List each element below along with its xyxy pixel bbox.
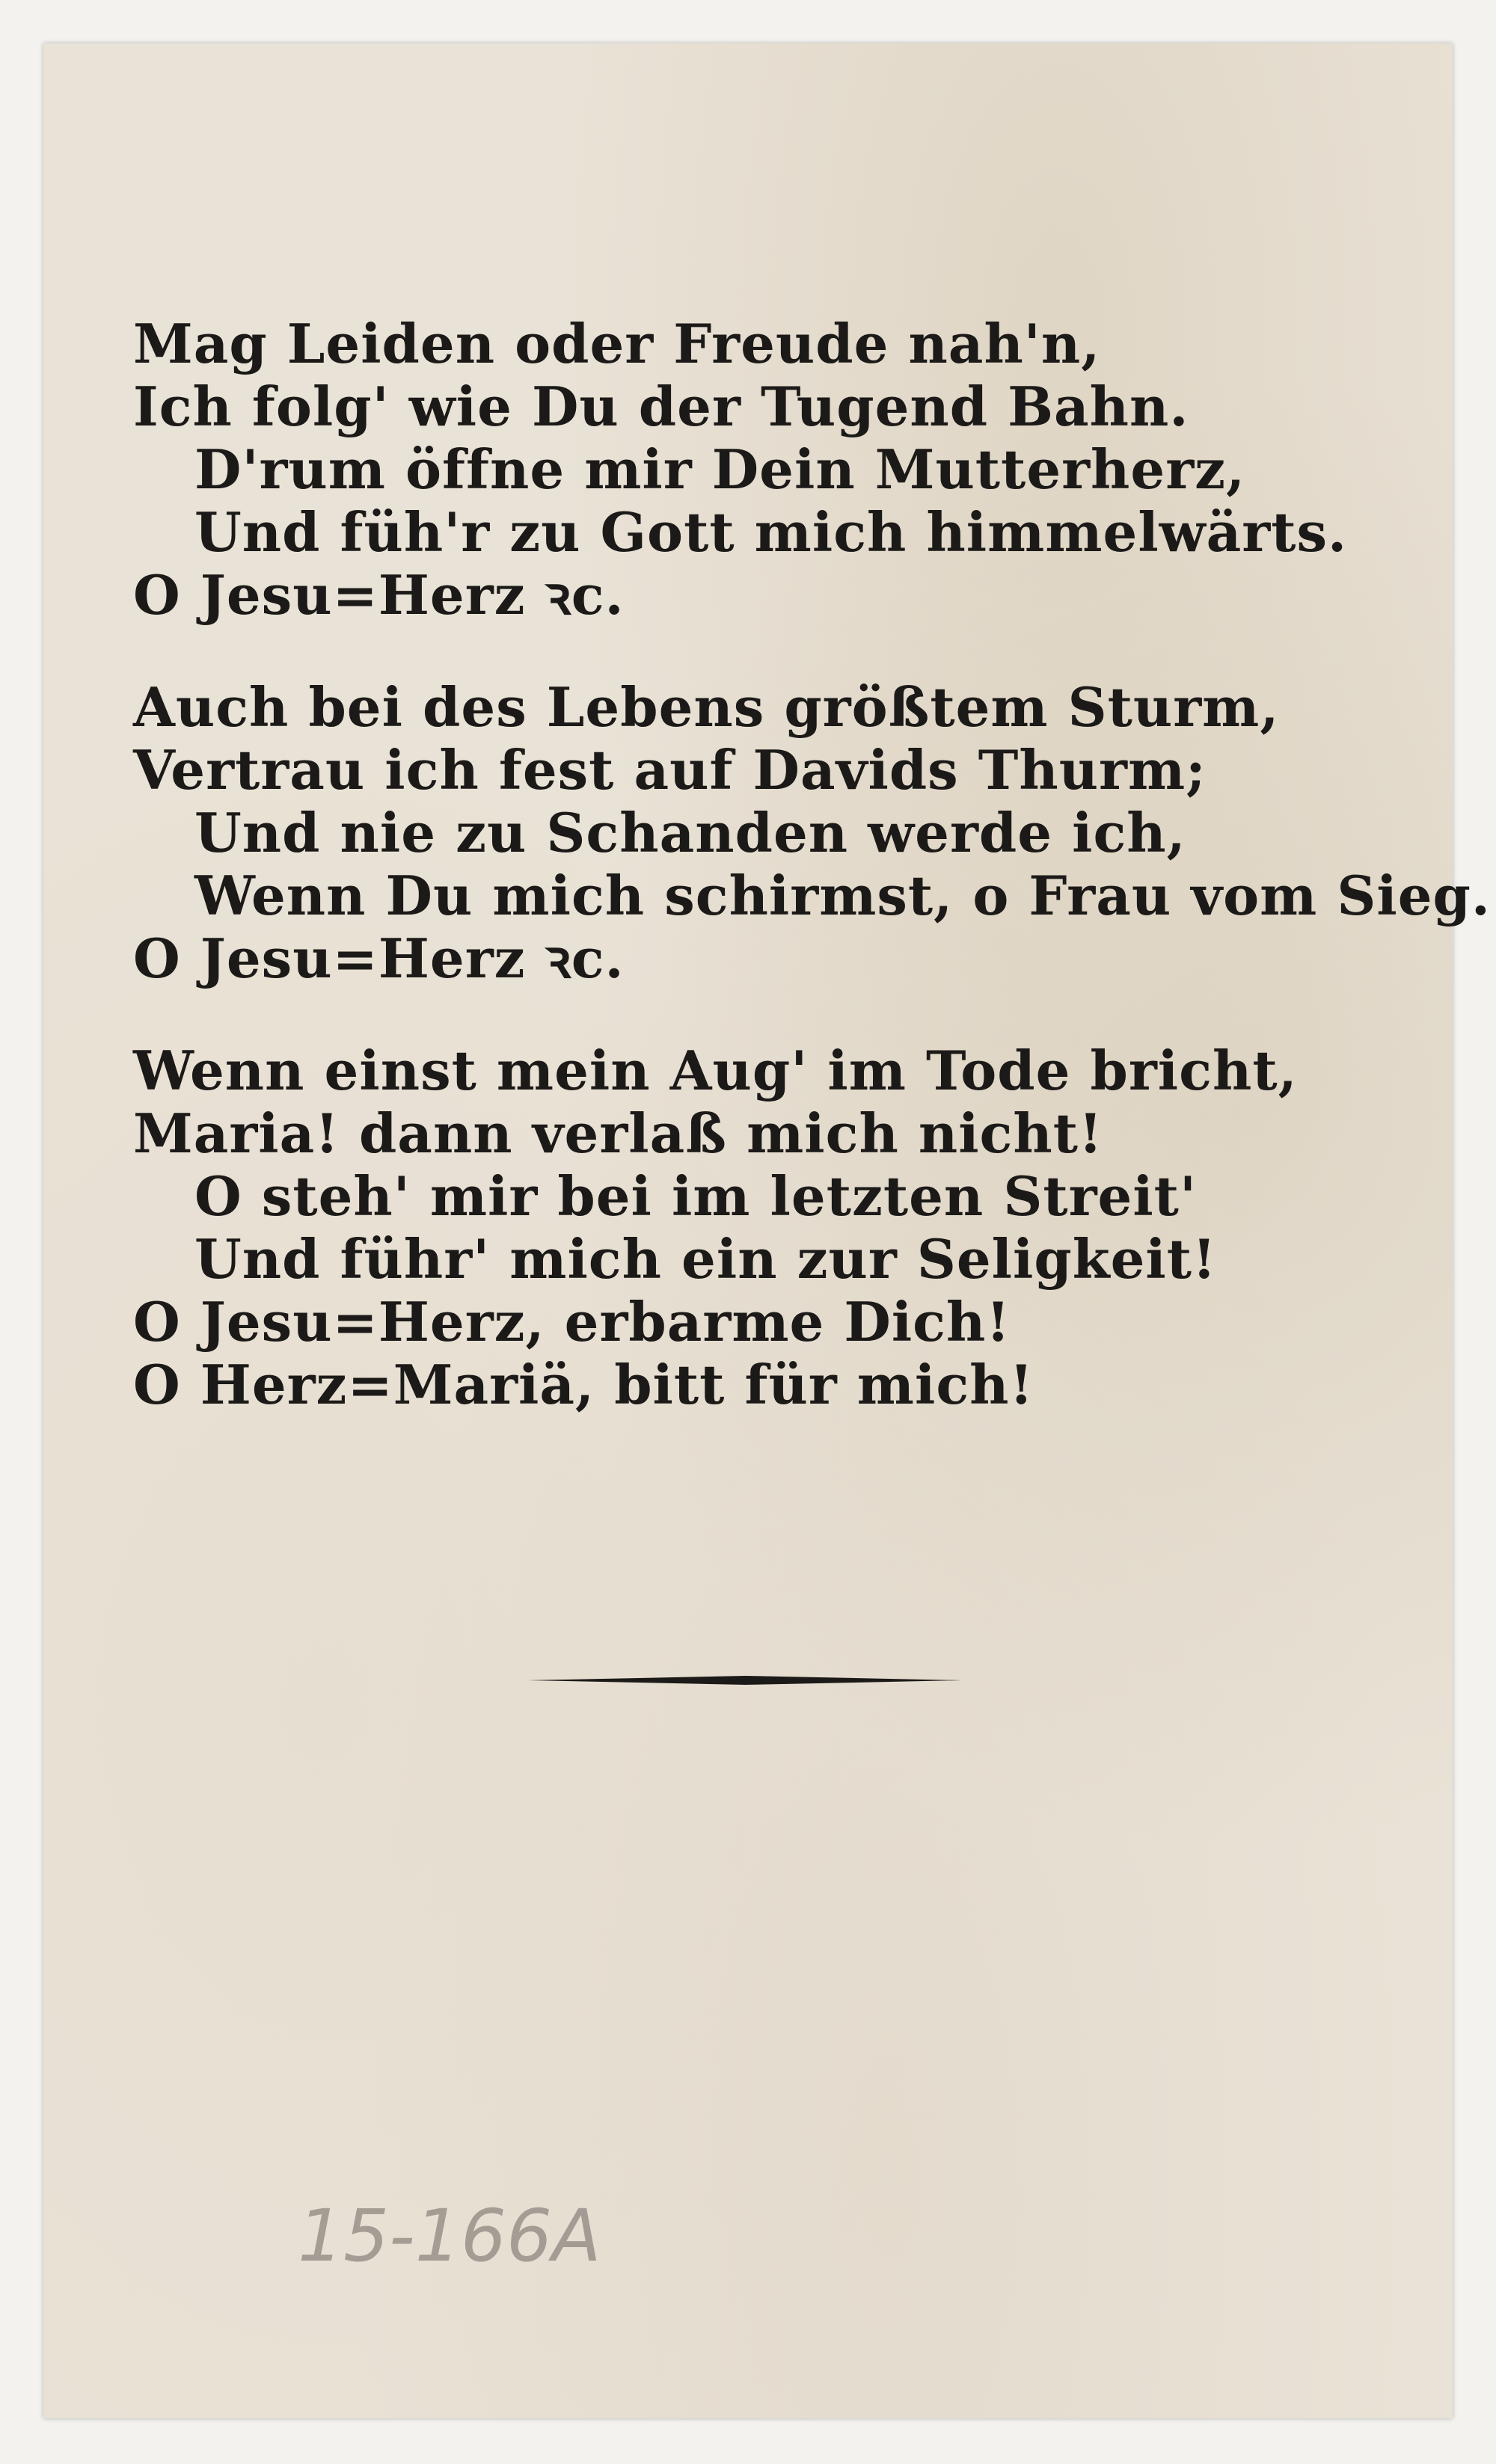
poem-line: O Herz=Mariä, bitt für mich! (133, 1353, 1034, 1416)
poem-line: Mag Leiden oder Freude nah'n, (133, 312, 1101, 375)
poem-text (133, 312, 1491, 1416)
poem-line: Ich folg' wie Du der Tugend Bahn. (133, 375, 1189, 438)
poem-line: O Jesu=Herz ꝛc. (133, 927, 625, 990)
pencil-text: 15-166A (298, 2194, 601, 2278)
poem-line: Und füh'r zu Gott mich himmelwärts. (194, 500, 1348, 564)
stanza-gap (133, 990, 1450, 1039)
poem-line: Vertrau ich fest auf Davids Thurm; (133, 738, 1207, 802)
poem-line: Wenn Du mich schirmst, o Frau vom Sieg. (194, 864, 1491, 927)
poem-line: Auch bei des Lebens größtem Sturm, (133, 675, 1280, 739)
decorative-rule (528, 1675, 962, 1686)
stanza-3 (133, 1039, 1450, 1416)
pencil-catalog-number (290, 2190, 709, 2279)
poem-line: D'rum öffne mir Dein Mutterherz, (194, 437, 1246, 501)
document-page (43, 43, 1491, 2418)
poem-line: O Jesu=Herz ꝛc. (133, 563, 625, 627)
stanza-gap (133, 627, 1450, 676)
poem-line: Wenn einst mein Aug' im Tode bricht, (133, 1039, 1298, 1102)
poem-line: Und führ' mich ein zur Seligkeit! (194, 1227, 1217, 1291)
stanza-1 (133, 313, 1450, 627)
poem-line: Maria! dann verlaß mich nicht! (133, 1102, 1103, 1165)
poem-line: Und nie zu Schanden werde ich, (194, 801, 1186, 864)
stanza-2 (133, 675, 1491, 990)
poem-line: O steh' mir bei im letzten Streit' (194, 1164, 1197, 1228)
poem-line: O Jesu=Herz, erbarme Dich! (133, 1290, 1011, 1354)
